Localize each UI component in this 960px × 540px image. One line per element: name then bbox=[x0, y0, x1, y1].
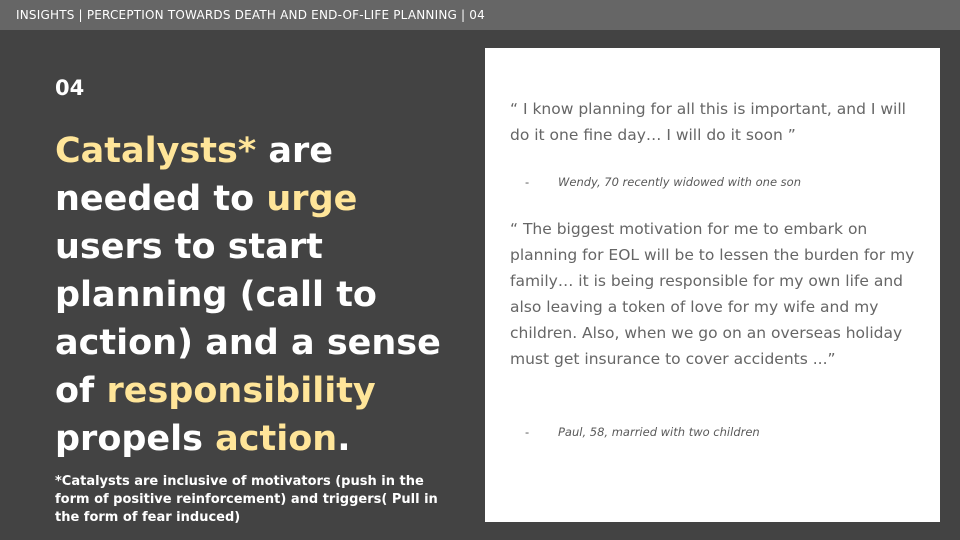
attribution-dash: - bbox=[525, 425, 530, 439]
footnote: *Catalysts are inclusive of motivators (push in the form of positive reinforcement) and triggers( Pull in the form of fear induced) bbox=[55, 474, 438, 525]
quote-panel bbox=[485, 48, 940, 522]
headline-text-4: . bbox=[337, 419, 351, 459]
headline-highlight-urge: urge bbox=[266, 179, 358, 219]
header-title: INSIGHTS | PERCEPTION TOWARDS DEATH AND END-OF-LIFE PLANNING | 04 bbox=[16, 8, 485, 22]
attribution-text: Wendy, 70 recently widowed with one son bbox=[558, 175, 801, 189]
headline-highlight-catalysts: Catalysts* bbox=[55, 131, 257, 171]
headline-text-3: propels bbox=[55, 419, 216, 459]
attribution-text: Paul, 58, married with two children bbox=[558, 425, 760, 439]
headline bbox=[55, 127, 475, 463]
headline-text-1: are needed to bbox=[55, 131, 333, 219]
slide-number: 04 bbox=[55, 76, 85, 100]
attribution-dash: - bbox=[525, 175, 530, 189]
quote-2-attribution bbox=[525, 425, 760, 439]
headline-highlight-action: action bbox=[215, 419, 338, 459]
quote-2: “ The biggest motivation for me to embark on planning for EOL will be to lessen the burden for my family… it is being responsible for my own life and also leaving a token of love for my wife and my children. Also, when we go on an overseas holiday must get insurance to cover accidents ...” bbox=[510, 220, 915, 368]
quote-1: “ I know planning for all this is important, and I will do it one fine day… I will do it soon ” bbox=[510, 100, 906, 144]
header-bar bbox=[0, 0, 960, 30]
headline-text-2: users to start planning (call to action) and a sense of bbox=[55, 227, 441, 411]
quote-1-attribution bbox=[525, 175, 801, 189]
headline-highlight-responsibility: responsibility bbox=[106, 371, 376, 411]
